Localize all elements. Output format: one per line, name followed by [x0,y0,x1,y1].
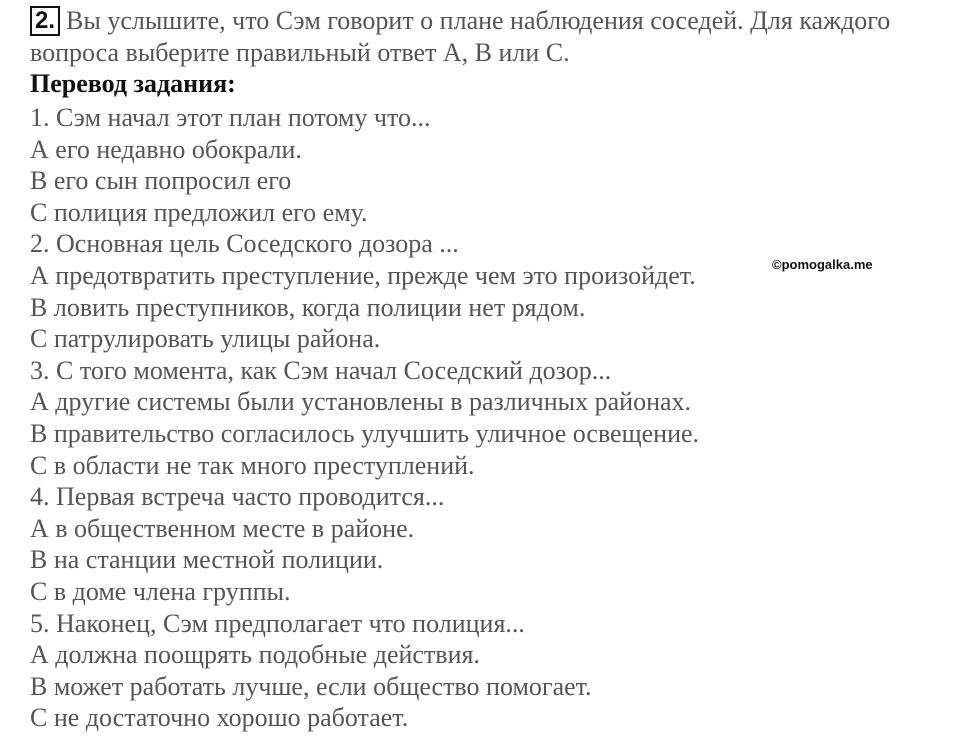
answer-line: В правительство согласилось улучшить уличное освещение. [30,418,700,448]
question-list [30,102,699,734]
answer-line: С в области не так много преступлений. [30,450,475,480]
question-line: 4. Первая встреча часто проводится... [30,482,445,512]
answer-line: С патрулировать улицы района. [30,324,381,354]
answer-line: В на станции местной полиции. [30,545,384,575]
answer-line: А его недавно обокрали. [30,134,302,164]
task-number-badge: 2. [30,6,60,36]
answer-line: С полиция предложил его ему. [30,197,368,227]
watermark: ©pomogalka.me [772,257,873,272]
answer-line: В ловить преступников, когда полиции нет рядом. [30,292,586,322]
task-instruction: Вы услышите, что Сэм говорит о плане наблюдения соседей. Для каждого вопроса выберите правильный ответ A, B или C. [30,6,891,67]
answer-line: А должна поощрять подобные действия. [30,640,480,670]
translation-title: Перевод задания: [30,69,236,98]
answer-line: В его сын попросил его [30,166,292,196]
answer-line: А предотвратить преступление, прежде чем это произойдет. [30,260,696,290]
question-line: 1. Сэм начал этот план потому что... [30,103,431,132]
question-line: 3. С того момента, как Сэм начал Соседский дозор... [30,355,612,385]
question-line: 2. Основная цель Соседского дозора ... [30,229,459,259]
task-header [30,5,950,69]
answer-line: А другие системы были установлены в различных районах. [30,387,692,417]
answer-line: С не достаточно хорошо работает. [30,703,409,733]
answer-line: В может работать лучше, если общество помогает. [30,671,592,701]
answer-line: А в общественном месте в районе. [30,513,415,543]
answer-line: С в доме члена группы. [30,576,291,606]
question-line: 5. Наконец, Сэм предполагает что полиция... [30,608,525,638]
